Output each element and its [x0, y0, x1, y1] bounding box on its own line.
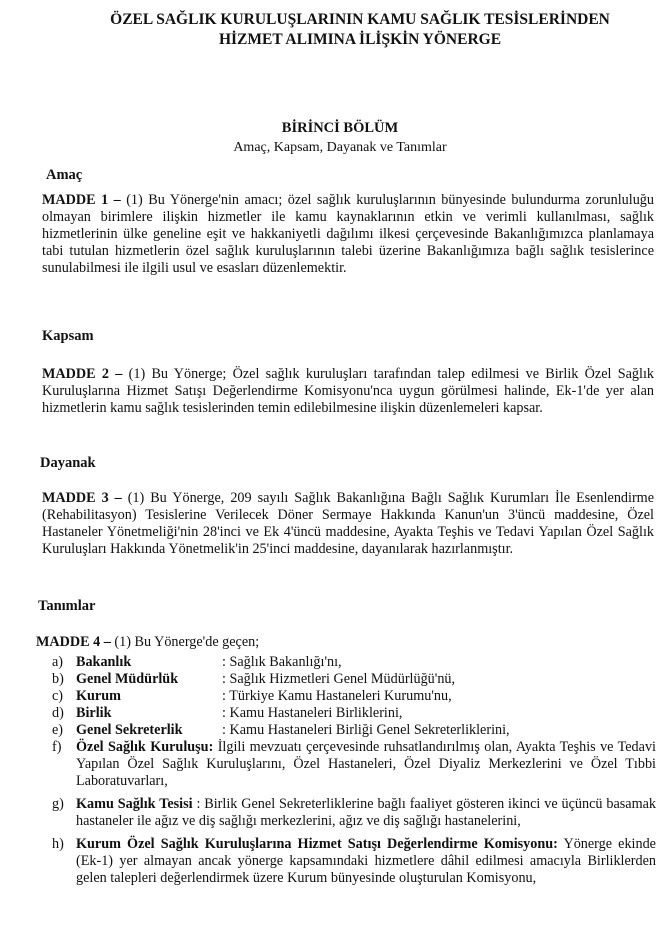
definition-term: Bakanlık — [76, 654, 132, 670]
article-1-label: MADDE 1 – — [42, 192, 121, 208]
article-4 — [36, 634, 648, 651]
definition-term: Kamu Sağlık Tesisi — [76, 796, 193, 812]
section-heading-tanimlar: Tanımlar — [38, 598, 96, 614]
article-3 — [42, 490, 654, 558]
article-1 — [42, 192, 654, 277]
definition-desc: Yönerge ekinde (Ek-1) yer almayan ancak yönerge kapsamındaki hizmetlere dâhil edilmesi amacıyla Birliklerden gelen talepleri değerlendirmek üzere Kurum bünyesinde oluşturulan Komisyonu, — [76, 836, 656, 886]
chapter-title: BİRİNCİ BÖLÜM — [281, 120, 399, 136]
definition-desc: İlgili mevzuatı çerçevesinde ruhsatlandırılmış olan, Ayakta Teşhis ve Tedavi Yapılan Özel Sağlık Kuruluşlarını, Özel Hastaneleri, Özel Diyaliz Merkezlerini ve Özel Tıbbi Laboratuvarları, — [76, 739, 656, 789]
article-1-text: (1) Bu Yönerge'nin amacı; özel sağlık kuruluşlarının bünyesinde bulundurma zorunluluğu olmayan birimlere ilişkin hizmetler ile kamu kaynaklarının etkin ve verimli kullanılması, sağlık hizmetlerinin ülke geneline eşit ve hakkaniyetli dağılımı ilkesi çerçevesinde Bakanlığımızca planlamaya tabi tutulan hizmetlerin özel sağlık kuruluşlarının talebi üzerine Bakanlığımıza bağlı sağlık tesislerince sunulabilmesi ile ilgili usul ve esasları düzenlemektir. — [42, 192, 654, 276]
article-2-text: (1) Bu Yönerge; Özel sağlık kuruluşları tarafından talep edilmesi ve Birlik Özel Sağlık Kuruluşlarına Hizmet Satışı Değerlendirme Komisyonu'nca uygun görülmesi halinde, Ek-1'de yer alan hizmetlerin kamu sağlık tesislerinden temin edilebilmesine ilişkin düzenlemeleri kapsar. — [42, 366, 654, 416]
definition-e — [52, 722, 656, 739]
article-3-text: (1) Bu Yönerge, 209 sayılı Sağlık Bakanlığına Bağlı Sağlık Kurumları İle Esenlendirme (Rehabilitasyon) Tesislerine Verilecek Döner Sermaye Hakkında Kanun'un 3'üncü maddesine, Özel Hastaneler Yönetmeliği'nin 28'inci ve Ek 4'üncü maddesine, Ayakta Teşhis ve Tedavi Yapılan Özel Sağlık Kuruluşları Hakkında Yönetmelik'in 25'inci maddesine, dayanılarak hazırlanmıştır. — [42, 490, 655, 557]
definition-body — [76, 796, 656, 830]
definitions-list — [52, 654, 656, 887]
definition-term: Kurum — [76, 688, 121, 704]
definition-a — [52, 654, 656, 671]
definition-desc: : Sağlık Bakanlığı'nı, — [222, 654, 342, 670]
definition-term: Özel Sağlık Kuruluşu: — [76, 739, 214, 755]
chapter-subtitle: Amaç, Kapsam, Dayanak ve Tanımlar — [233, 140, 447, 155]
definition-body — [76, 739, 656, 790]
definition-letter: d) — [52, 705, 64, 721]
section-heading-dayanak: Dayanak — [40, 455, 96, 471]
definition-desc: : Sağlık Hizmetleri Genel Müdürlüğü'nü, — [222, 671, 456, 687]
definition-letter: f) — [52, 739, 62, 755]
definition-letter: h) — [52, 836, 64, 852]
article-3-label: MADDE 3 – — [42, 490, 122, 506]
definition-desc: : Kamu Hastaneleri Birliği Genel Sekreterliklerini, — [222, 722, 510, 738]
article-2 — [42, 366, 654, 417]
definition-letter: a) — [52, 654, 64, 670]
definition-f — [52, 739, 656, 790]
definition-term: Genel Müdürlük — [76, 671, 179, 687]
definition-term: Birlik — [76, 705, 112, 721]
definition-g — [52, 796, 656, 830]
definition-letter: e) — [52, 722, 64, 738]
definition-body — [76, 836, 656, 887]
article-2-label: MADDE 2 – — [42, 366, 123, 382]
definition-d — [52, 705, 656, 722]
section-heading-amac: Amaç — [46, 167, 83, 183]
document-title-line-1: ÖZEL SAĞLIK KURULUŞLARININ KAMU SAĞLIK TESİSLERİNDEN — [110, 11, 610, 28]
article-4-text: (1) Bu Yönerge'de geçen; — [110, 634, 260, 650]
definition-letter: g) — [52, 796, 64, 812]
definition-term: Genel Sekreterlik — [76, 722, 183, 738]
definition-letter: b) — [52, 671, 64, 687]
definition-desc: : Birlik Genel Sekreterliklerine bağlı faaliyet gösteren ikinci ve üçüncü basamak hastaneler ile ağız ve diş sağlığı merkezlerini, ağız ve diş sağlığı hastanelerini, — [76, 796, 656, 829]
definition-desc: : Türkiye Kamu Hastaneleri Kurumu'nu, — [222, 688, 452, 704]
definition-letter: c) — [52, 688, 64, 704]
article-4-label: MADDE 4 – — [36, 634, 111, 650]
document-title-line-2: HİZMET ALIMINA İLİŞKİN YÖNERGE — [218, 31, 502, 48]
definition-desc: : Kamu Hastaneleri Birliklerini, — [222, 705, 403, 721]
definition-h — [52, 836, 656, 887]
section-heading-kapsam: Kapsam — [42, 328, 94, 344]
definition-c — [52, 688, 656, 705]
definition-term: Kurum Özel Sağlık Kuruluşlarına Hizmet Satışı Değerlendirme Komisyonu: — [76, 836, 558, 852]
definition-b — [52, 671, 656, 688]
